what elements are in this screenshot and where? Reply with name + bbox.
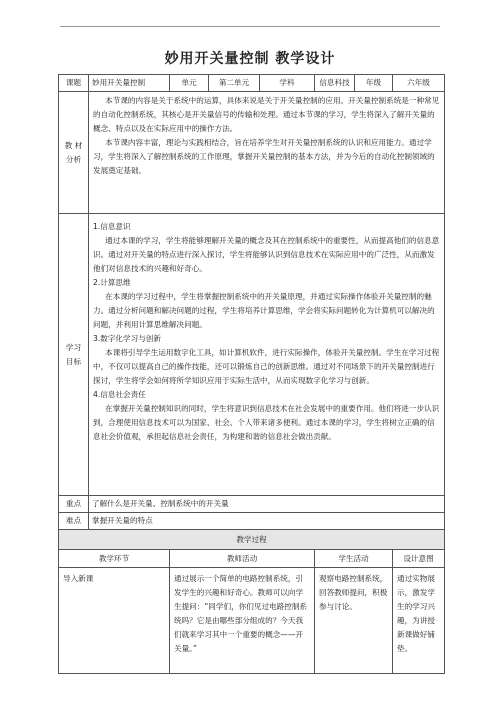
goal-heading: 3.数字化学习与创新 <box>93 334 161 343</box>
goal-text: 通过本课的学习，学生将能够理解开关量的概念及其在控制系统中的重要性，从而提高他们的信息意识。通过对开关量的特点进行深入探讨，学生将能够认识到信息技术在实际应用中的广泛性，从而激发他们对信息技术的兴趣和好奇心。 <box>93 236 440 273</box>
info-row <box>59 75 445 92</box>
goals-content <box>89 214 445 496</box>
difficulty-row <box>59 513 445 530</box>
goal-text: 在掌握开关量控制知识的同时，学生将意识到信息技术在社会发展中的重要作用。他们将进一步认识到，合理使用信息技术可以为国家、社会、个人带来诸多便利。通过本课的学习，学生将树立正确的信息社会价值观，承担起信息社会责任，为构建和谐的信息社会做出贡献。 <box>93 404 440 441</box>
column-teacher: 教师活动 <box>170 550 315 568</box>
process-intent: 通过实物展示，激发学生的学习兴趣，为讲授新课做好铺垫。 <box>393 568 445 674</box>
unit-value: 第二单元 <box>209 75 260 92</box>
document-title: 妙用开关量控制 教学设计 <box>164 51 336 67</box>
process-columns-row <box>59 550 445 568</box>
goal-heading: 2.计算思维 <box>93 278 131 287</box>
analysis-row <box>59 92 445 214</box>
subject-label: 学科 <box>260 75 315 92</box>
topic-label: 课题 <box>59 75 89 92</box>
goal-heading: 4.信息社会责任 <box>93 390 146 399</box>
process-stage: 导入新课 <box>59 568 170 674</box>
analysis-paragraph: 本节课的内容是关于系统中的运算，具体来说是关于开关量控制的应用。开关量控制系统是一种常见的自动化控制系统，其核心是开关量信号的传输和处理。通过本节课的学习，学生将深入了解开关量的概念、特点以及在实际应用中的操作方法。 <box>93 96 440 133</box>
goal-text: 本课将引导学生运用数字化工具，如计算机软件，进行实际操作，体验开关量控制。学生在学习过程中，不仅可以提高自己的操作技能，还可以锻炼自己的创新思维。通过对不同场景下的开关量控制进行探讨，学生将学会如何将所学知识应用于实际生活中，从而实现数字化学习与创新。 <box>93 348 440 385</box>
analysis-paragraph: 本节课内容丰富，理论与实践相结合，旨在培养学生对开关量控制系统的认识和应用能力。通过学习，学生将深入了解控制系统的工作原理，掌握开关量控制的基本方法，并为今后的自动化控制领域的发展奠定基础。 <box>93 138 435 175</box>
grade-label: 年级 <box>355 75 393 92</box>
goal-heading: 1.信息意识 <box>93 222 131 231</box>
column-student: 学生活动 <box>315 550 393 568</box>
difficulty-label: 难点 <box>59 513 89 530</box>
difficulty-text: 掌握开关量的特点 <box>89 513 445 530</box>
key-point-label: 重点 <box>59 496 89 513</box>
header-rule <box>60 26 440 27</box>
analysis-content <box>89 92 445 214</box>
column-intent: 设计意图 <box>393 550 445 568</box>
lesson-plan-table <box>58 74 445 674</box>
goals-row <box>59 214 445 496</box>
goals-label: 学习 目标 <box>59 214 89 496</box>
key-point-text: 了解什么是开关量、控制系统中的开关量 <box>89 496 445 513</box>
subject-value: 信息科技 <box>315 75 355 92</box>
process-student: 观察电路控制系统，回答教师提问，积极参与讨论。 <box>315 568 393 674</box>
process-teacher: 通过展示一个简单的电路控制系统，引发学生的兴趣和好奇心。教师可以向学生提问：“同学们，你们见过电路控制系统吗？它是由哪些部分组成的？今天我们就来学习其中一个重要的概念——开关量。” <box>170 568 315 674</box>
process-header-row <box>59 530 445 550</box>
grade-value: 六年级 <box>393 75 445 92</box>
topic-value: 妙用开关量控制 <box>89 75 170 92</box>
unit-label: 单元 <box>170 75 209 92</box>
column-stage: 教学环节 <box>59 550 170 568</box>
analysis-label: 教 材 分析 <box>59 92 89 214</box>
process-row <box>59 568 445 674</box>
key-point-row <box>59 496 445 513</box>
goal-text: 在本课的学习过程中，学生将掌握控制系统中的开关量原理，并通过实际操作体验开关量控制的魅力。通过分析问题和解决问题的过程，学生将培养计算思维，学会将实际问题转化为计算机可以解决的问题，并利用计算思维解决问题。 <box>93 292 435 329</box>
process-header: 教学过程 <box>59 530 445 550</box>
